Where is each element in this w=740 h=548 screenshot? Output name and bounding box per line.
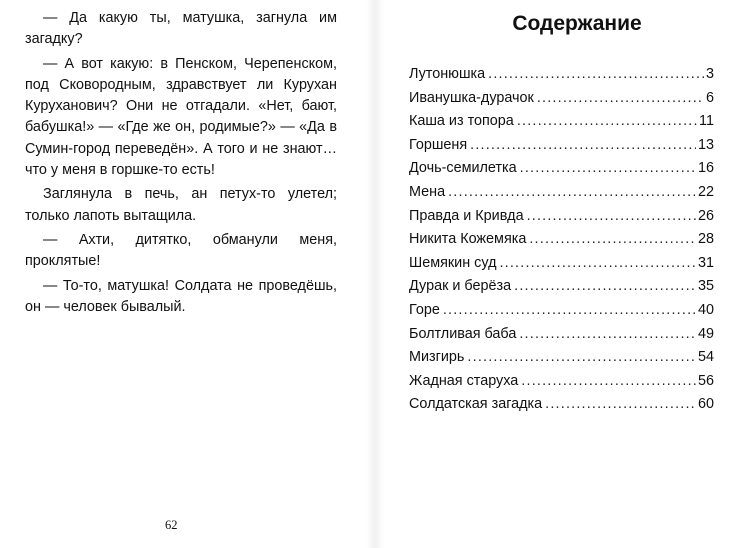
leader-dots [514,275,696,299]
right-page [384,0,740,548]
toc-entry[interactable] [409,110,714,134]
leader-dots [519,323,696,347]
toc-entry-page: 56 [697,372,714,389]
toc-entry[interactable] [409,181,714,205]
toc-entry[interactable] [409,228,714,252]
toc-entry-title: Мизгирь [409,349,465,366]
toc-entry-page: 54 [697,349,714,366]
toc-entry[interactable] [409,323,714,347]
toc-entry-page: 60 [697,396,714,413]
toc-entry-page: 40 [697,301,714,318]
toc-entry-page: 35 [697,278,714,295]
toc-entry[interactable] [409,205,714,229]
toc-entry-title: Правда и Кривда [409,207,524,224]
page-title: Содержание [512,12,642,35]
toc-entry-page: 6 [705,89,714,106]
leader-dots [443,299,696,323]
toc-entry[interactable] [409,275,714,299]
toc-entry-title: Никита Кожемяка [409,231,527,248]
paragraph: — То-то, матушка! Солдата не проведёшь, он — человек бывалый. [25,277,337,315]
toc-entry-title: Жадная старуха [409,372,519,389]
toc-entry-title: Лутонюшка [409,66,486,82]
toc-entry-title: Дочь-семилетка [409,160,517,177]
leader-dots [520,157,696,181]
left-page [0,0,366,548]
toc-entry[interactable] [409,157,714,181]
toc-entry-page: 3 [705,66,714,82]
toc-entry-page: 22 [697,183,714,200]
toc-entry[interactable] [409,134,714,158]
leader-dots [521,370,696,394]
leader-dots [488,63,704,87]
leader-dots [545,393,696,417]
paragraph: — Ахти, дитятко, обманули меня, проклятые! [25,231,337,270]
leader-dots [467,346,696,370]
toc-entry-title: Горшеня [409,136,468,153]
paragraph: — А вот какую: в Пенском, Черепенском, под Сковородным, здравствует ли Курухан Куруханович? Они не отгадали. «Нет, бают, бабушка!» — «Где же он, родимые?» — «Да в Сумин-город переведён». А того и не знают… что у меня в горшке-то есть! [25,55,337,179]
toc-entry-page: 11 [699,113,714,130]
toc-entry-page: 28 [697,231,714,248]
toc-entry[interactable] [409,370,714,394]
toc-entry[interactable] [409,252,714,276]
table-of-contents [409,63,714,417]
book-gutter [366,0,384,548]
leader-dots [517,110,697,134]
story-text [25,8,337,321]
paragraph: Заглянула в печь, ан петух-то улетел; только лапоть вытащила. [25,186,337,224]
toc-entry-title: Мена [409,183,446,200]
toc-entry[interactable] [409,87,714,111]
leader-dots [448,181,696,205]
paragraph: — Да какую ты, матушка, загнула им загадку? [25,10,337,48]
toc-entry-title: Горе [409,301,440,318]
toc-entry-page: 16 [697,160,714,177]
toc-entry-title: Иванушка-дурачок [409,89,534,106]
toc-entry-page: 13 [697,136,714,153]
toc-entry-title: Дурак и берёза [409,278,512,295]
toc-entry-page: 31 [697,254,714,271]
leader-dots [529,228,696,252]
toc-entry-page: 26 [697,207,714,224]
leader-dots [470,134,696,158]
toc-entry[interactable] [409,346,714,370]
leader-dots [537,87,704,111]
toc-entry[interactable] [409,393,714,417]
leader-dots [499,252,696,276]
toc-entry[interactable] [409,299,714,323]
toc-entry-title: Каша из топора [409,113,514,130]
toc-entry-title: Солдатская загадка [409,396,543,413]
toc-entry[interactable] [409,63,714,87]
page-number: 62 [165,518,178,532]
toc-entry-title: Шемякин суд [409,254,497,271]
toc-entry-page: 49 [697,325,714,342]
leader-dots [527,205,696,229]
toc-entry-title: Болтливая баба [409,325,517,342]
